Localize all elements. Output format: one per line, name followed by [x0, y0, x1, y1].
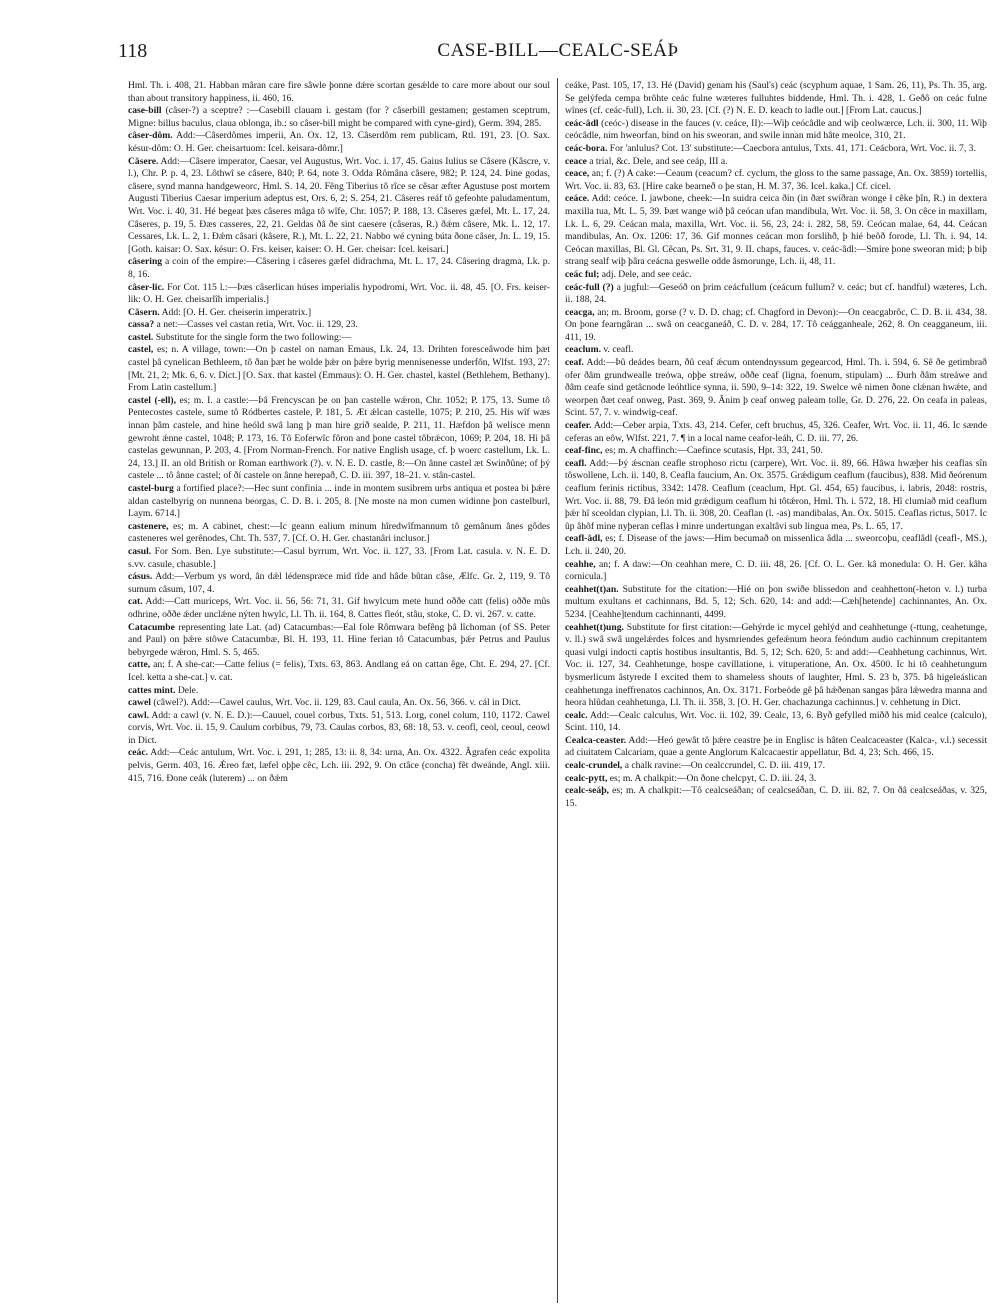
entry-headword: castel,	[128, 344, 154, 356]
entry-headword: ceác-bora.	[565, 142, 608, 154]
entry-text: an; f. A she-cat:—Catte felius (= felis), Txts. 63, 863. Andlang eá on cattan êge, Cht. E. 294, 27. [Cf. Icel. ketta a she-cat.] v. cat.	[128, 659, 550, 683]
entry-headword: cealc-seáþ,	[565, 785, 609, 797]
entry-text: es; m. A chalkpit:—Tô cealcseáðan; of cealcseáðan, C. D. iii. 82, 7. On ðâ cealcseáðas, v. 325, 15.	[565, 785, 987, 809]
entry-text: es; m. A chalkpit:—On ðone chelcpyt, C. D. iii. 24, 3.	[609, 772, 817, 784]
dictionary-entry	[565, 344, 987, 357]
dictionary-entry	[565, 622, 987, 710]
entry-text: For Som. Ben. Lye substitute:—Casul byrrum, Wrt. Voc. ii. 127, 33. [From Lat. casula. v. N. E. D. s.vv. casule, chasuble.]	[128, 545, 550, 570]
entry-text: a trial, &c. Dele, and see ceáp, III a.	[589, 155, 728, 167]
entry-text: Add:—Verbum ys word, ân dǽl lédenspræce mid tîde and hâde bûtan câse, Ælfc. Gr. 2, 119, 9. Tô sumum câsum, 107, 4.	[128, 571, 550, 595]
dictionary-entry	[565, 760, 987, 773]
entry-text: Hml. Th. i. 408, 21. Habban mâran care fire sâwle þonne dǽre scortan gesǽlde to care more about our soul than about transitory happiness, ii. 460, 16.	[128, 80, 550, 104]
dictionary-entry	[128, 130, 550, 155]
entry-text: Substitute for first citation:—Gehýrde ic mycel gehlýd and ceahhetunge (-ttung, ceahetunge, v. ll.) swâ swâ ungelǽrdes folces and hysmriendes gefeǽnum heora feóndum audio cachinnum crepitantem quasi vulgi indocti captis hostibus insultantis, Bd. 5, 12; Sch. 620, 5: and add:—Ceahhetung cachinnus, Wrt. Voc. ii. 127, 34. Ceahhetunge, hospe cavillatione, i. vituperatione, An. Ox. 4500. Ic hi tô ceahhetungum bysmerlicum âstyrede I excited them to shameless shouts of laughter, Hml. S. 23 b, 375. Þâ higeleáslican ceahhetunga ineffrenatos cachinnos, An. Ox. 3171. Forbeóde gê þâ hǽðenan sangas þâra lǽwedra manna and heora hlûdan ceahhetunga, Ll. Th. ii. 358, 3. [O. H. Ger. chachazunga cachinnus.] v. cehhetung in Dict.	[565, 621, 987, 709]
entry-headword: castel-burg	[128, 483, 174, 494]
entry-headword: câsering	[128, 256, 163, 268]
dictionary-entry	[565, 420, 987, 445]
dictionary-entry	[128, 105, 550, 130]
entry-headword: ceace	[565, 155, 587, 167]
entry-text: (ceóc-) disease in the fauces (v. ceáce, II):—Wiþ ceócâdle and wiþ ceolwærce, Lch. ii. 300, 11. Wiþ ceócâdle, nim hweorfan, bind on his sweoran, and swile innan mid hâte meolce, 310, 21.	[565, 117, 987, 142]
entry-headword: ceác-full (?)	[565, 281, 614, 293]
dictionary-entry	[565, 785, 987, 810]
dictionary-entry	[565, 584, 987, 622]
entry-headword: cásus.	[128, 571, 153, 583]
entry-headword: ceafl-âdl,	[565, 533, 603, 545]
entry-text: Add:—Ceber arpia, Txts. 43, 214. Cefer, ceft bruchus, 45, 326. Ceafer, Wrt. Voc. ii. 11, 46. Ic sænde ceferas an eôw, Wlfst. 221, 7. ¶ in a local name ceafor-leáh, C. D. iii. 77, 26.	[565, 420, 987, 444]
entry-text: Add:—Câserdômes imperii, An. Ox. 12, 13. Câserdôm rem publicam, Rtl. 191, 23. [O. Sax. késur-dôm: O. H. Ger. cheisartuom: Icel. keisara-dômr.]	[128, 130, 550, 154]
entry-text: Add:—Ceác antulum, Wrt. Voc. i. 291, 1; 285, 13: ii. 8, 34: urna, An. Ox. 4322. Âgrafen ceác expolita pelvis, Germ. 403, 16. Ǽreo fæt, læfel oþþe cêc, Lch. iii. 292, 9. On ctâce (concha) fêt dweánde, Angl. xiii. 415, 716. Ðone ceák (luterem) ... on ðǽm	[128, 747, 550, 784]
entry-headword: cealc-crundel,	[565, 760, 623, 772]
entry-headword: ceác.	[128, 747, 148, 759]
entry-text: For 'anlulus? Cot. 13' substitute:—Caecbora antulus, Txts. 41, 171. Ceácbora, Wrt. Voc. ii. 7, 3.	[609, 142, 976, 154]
entry-headword: cawl.	[128, 709, 150, 721]
entry-headword: ceáce.	[565, 193, 590, 205]
entry-text: For Cot. 115 l.:—Þæs câserlican húses imperialis hypodromi, Wrt. Voc. ii. 48, 45. [O. Frs. keiser-lik: O. H. Ger. cheisarlîh imperialis.]	[128, 281, 550, 306]
entry-headword: casul.	[128, 545, 152, 557]
entry-text: Add:—Heó gewât tô þǽre ceastre þe in Englisc is hâten Cealcaceaster (Kalca-, v.l.) secessit ad ciuitatem Calcariam, quae a gente Anglorum Kalcacaestir appellatur, Bd. 4, 23; Sch. 466, 15.	[565, 734, 987, 759]
entry-headword: cawel	[128, 697, 151, 709]
entry-text: Substitute for the citation:—Hié on þon swiðe blissedon and ceahhetton(-heton v. l.) turba multum exultans et cachinnans, Bd. 5, 12; Sch. 620, 14: and add:—Cæh[hetende] cachinnantes, An. Ox. 5234. [Ceahhe]tendum cachinnanti, 4499.	[565, 583, 987, 620]
dictionary-entry	[128, 156, 550, 257]
entry-text: (câser-?) a sceptre? :—Casebill clauam i. gestam (for ? câserbill gestamen; gestamen sceptrum, Migne: billus baculus, claua oblonga, ib.: so câser-bill might be compared with cyne-gird), Germ. 394, 285.	[128, 105, 550, 129]
column-divider	[557, 78, 558, 1303]
entry-headword: câser-lic.	[128, 281, 165, 293]
dictionary-entry	[565, 193, 987, 269]
entry-text: a coin of the empire:—Câsering i câseres gæfel didrachma, Mt. L. 17, 24. Câsering dragma, Lk. p. 8, 16.	[128, 256, 550, 280]
entry-headword: cattes mint.	[128, 684, 176, 696]
entry-headword: ceahhe,	[565, 558, 596, 570]
page-number: 118	[118, 40, 148, 62]
entry-headword: Catacumbe	[128, 621, 175, 633]
entry-text: Substitute for the single form the two following:—	[155, 331, 352, 343]
entry-text: ceáke, Past. 105, 17, 13. Hé (David) genam his (Saul's) ceác (scyphum aquae, 1 Sam. 26, 11), Ps. Th. 35, arg. Se gelýfeda cempa brôhte ceác fulne wæteres fulluhtes biddende, Hml. Th. i. 428, 1. Geðô on ceác fulne wînes (cf. ceác-full), Lch. ii. 30, 23. [Cf. (?) N. E. D. keach to ladle out.] [From Lat. caucus.]	[565, 80, 987, 117]
entry-headword: ceahhet(t)an.	[565, 583, 619, 595]
entry-text: a jugful:—Geseóð on þrim ceácfullum (ceácum fullum? v. ceác; but cf. handful) wæteres, Lch. ii. 188, 24.	[565, 281, 987, 306]
entry-text: Dele.	[177, 684, 199, 696]
entry-headword: catte,	[128, 659, 151, 671]
dictionary-entry	[128, 483, 550, 521]
dictionary-entry	[565, 357, 987, 420]
dictionary-entry	[128, 622, 550, 660]
entry-headword: ceace,	[565, 168, 590, 180]
dictionary-entry	[128, 80, 550, 105]
right-column	[565, 80, 987, 1305]
entry-text: Add:—Câsere imperator, Caesar, vel Augustus, Wrt. Voc. i. 17, 45. Gaius Iulius se Câsere (Kâscre, v. l.), Chr. P. p. 4, 23. Lôthwî se câsere, 840; P. 64, note 3. Odda Rômâna câsere, 982; P. 124, 24. Þine godas, câsere, synd manna handgeweorc, Hml. S. 14, 20. Fêng Tiberius tô rîce se cêsar æfter Agustuse post mortem Augusti Tiberius Caesar imperium adeptus est, Ors. 6, 2; S. 254, 21. Câseres reáf tô gefeohte paludamentum, Wrt. Voc. i. 40, 31. Hé begeat þæs câseres mâga tô wîfe, Chr. 1057; P. 188, 13. Câseres gæfel, Mt. L. 17, 24. Câseres, p. 19, 5. Ðæs casseres, 22, 21. Geldas ðâ ðe sint caesere (câseras, R.) ðǽm câsere, Mk. L. 12, 17. Cessares, Lk. L. 2, 1. Ðǽm câsari (kâsere, R.), Mt. L. 22, 21. Nabbo wé cyning búta ðone câser, Jn. L. 19, 15. [Goth. kaisar: O. Sax. késur: O. Frs. keiser, kaiser: O. H. Ger. cheisar: Icel. keisari.]	[128, 155, 550, 255]
entry-text: a chalk ravine:—On cealccrundel, C. D. iii. 419, 17.	[624, 760, 826, 772]
dictionary-entry	[565, 710, 987, 735]
entry-text: an; m. Broom, gorse (? v. D. D. chag; cf. Chagford in Devon):—On ceacgabrôc, C. D. B. ii. 434, 38. On þone fearngâran ... swâ on ceacganeáð, C. D. v. 284, 17. Tô ceágganheale, 262, 8. On ceagganeum, iii. 411, 19.	[565, 306, 987, 343]
entry-text: a fortified place?:—Hec sunt confinia ... inde in montem susibrem urbs antiqua et postea bi þǽre aldan castelbyrig on nunnena beorgas, C. D. B. i. 205, 8. [Ne moste na mon cumen widinne þon castelburl, Laym. 6714.]	[128, 483, 550, 520]
dictionary-entry	[565, 307, 987, 345]
entry-headword: castel (-ell),	[128, 394, 177, 406]
dictionary-entry	[128, 282, 550, 307]
entry-headword: câser-dôm.	[128, 130, 173, 142]
dictionary-entry	[128, 697, 550, 710]
dictionary-entry	[565, 533, 987, 558]
dictionary-entry	[565, 445, 987, 458]
entry-text: an; f. A daw:—On ceahhan mere, C. D. iii. 48, 26. [Cf. O. L. Ger. kâ monedula: O. H. Ger. kâha cornicula.]	[565, 558, 987, 583]
dictionary-entry	[565, 80, 987, 118]
dictionary-entry	[128, 344, 550, 394]
dictionary-entry	[128, 319, 550, 332]
left-column	[128, 80, 550, 1305]
entry-headword: castel.	[128, 331, 154, 343]
entry-text: Add:—Catt muriceps, Wrt. Voc. ii. 56, 56: 71, 31. Gif hwylcum mete hund oððe catt (felis) oððe mûs odhrine, oððe ǽder unclǽne nýten hwylc, Ll. Th. ii. 164, 8. Cattes fleót, stâu, stoke, C. D. vi. 267. v. catte.	[128, 596, 550, 620]
dictionary-entry	[128, 571, 550, 596]
entry-text: v. ceafl.	[603, 344, 634, 356]
entry-headword: ceahhet(t)ung.	[565, 621, 624, 633]
entry-text: an; f. (?) A cake:—Ceaum (ceacum? cf. cyclum, the gloss to the same passage, An. Ox. 3859) tortellis, Wrt. Voc. ii. 83, 63. [Hire cake bearneð o þe stan, H. M. 37, 36. Icel. kaka.] Cf. cicel.	[565, 168, 987, 192]
entry-text: Add:—Þý ǽscnan ceafle strophoso rictu (carpere), Wrt. Voc. ii. 89, 66. Hâwa hwæþer his ceaflas sîn tôswollene, Lch. ii. 140, 8. Ceafla faucium, An. Ox. 3575. Grǽdigum ceaflum (faucibus), 838. Mid ðeórenum ceaflum ferinis rictibus, 3342: 1478. Ceaflum (ceaclum, Hpt. Gl. 454, 65) faucibus, i. labris, 2048: rostris, Wrt. Voc. ii. 88, 79. Ðâ león mid grǽdigum ceaflum hi tôtǽron, Hml. Th. i. 572, 18. Hî clumiað mid ceaflum þǽr hî sceoldan clypian, Ll. Th. ii. 308, 20. Ceaflan (l. -as) mandibalas, An. Ox. 5015. Ceaflas rictus, 5017. Ic ûp âhôf mine nyþeran ceflas ł minre undertungan exaltâvi sub lingua mea, Ps. L. 65, 17.	[565, 457, 987, 532]
dictionary-entry	[128, 256, 550, 281]
dictionary-entry	[128, 546, 550, 571]
entry-headword: ceác-âdl	[565, 117, 599, 129]
entry-headword: Câsere.	[128, 155, 159, 167]
entry-headword: ceaf-finc,	[565, 445, 603, 457]
dictionary-entry	[128, 395, 550, 483]
dictionary-entry	[565, 458, 987, 534]
dictionary-entry	[565, 118, 987, 143]
dictionary-entry	[565, 559, 987, 584]
dictionary-entry	[565, 735, 987, 760]
entry-headword: ceaclum.	[565, 344, 601, 356]
dictionary-entry	[128, 596, 550, 621]
entry-headword: ceaf.	[565, 357, 584, 369]
entry-text: es; n. A village, town:—On þ castel on naman Emaus, Lk. 24, 13. Drihten foresceâwode him þæt castel þâ cynelican Bethleem, tô ðan þæt he wolde þǽr on þǽre byrig mennisenesse underfôn, Wlfst. 193, 27: [Mt. 21, 2; Mk. 6, 6. v. Dict.] [O. Sax. that kastel (Emmaus): O. H. Ger. chastel, kastel (Bethlehem, Bethany). From Latin castellum.]	[128, 344, 550, 394]
entry-text: Add: a cawl (v. N. E. D.):—Cauuel, couel corbus, Txts. 51, 513. Lorg, conel colum, 110, 1172. Cawel corvis, Wrt. Voc. ii. 15, 9. Caulum corbibus, 79, 73. Caulas corbos, 83, 68: 18, 53. v. ceofl, ceol, ceoul, ceowl in Dict.	[128, 709, 550, 746]
entry-headword: cassa?	[128, 319, 155, 331]
entry-text: Add: ceóce. I. jawbone, cheek:—In suidra ceica ðín (in ðæt swíðran wonge ł cêke þîn, R.) in dextera maxilla tua, Mt. L. 5, 39. Þæt wange wið þâ ceócan ufan mandibula, Wrt. Voc. ii. 58, 3. On cêce in maxillam, Lk. L. 6, 29. Ceácan mala, maxilla, Wrt. Voc. ii. 56, 23, 24: i. 282, 58, 59. Ceócan malae, 64, 44. Ceácan mandibulas, An. Ox. 1206: 17, 36. Gif monnes ceácan mon forslihð, þ hié beôð forode, Ll. Th. i. 94, 14. Ceócan maxillas, Bl. Gl. Cêcan, Ps. Srt. 31, 9. II. chaps, fauces. v. ceác-âdl:—Smire þone sweoran mid; þ biþ strang sealf wiþ þâra ceácna geswelle odde âsmorunge, Lch. ii, 48, 11.	[565, 193, 987, 268]
entry-headword: Câsern.	[128, 306, 160, 318]
entry-text: Add:—Þû deádes bearn, ðû ceaf ǽcum ontendnyssum gegearcod, Hml. Th. i. 594, 6. Sê ðe getimbrað ofer ðâm grundwealle treówa, oþþe streáw, oððe ceaf (ligna, foenum, stipulam) ... Ðurh ðâm streáwe and ðâm ceafe sind getâcnode leóhtlice synna, ii. 590, 9–14: 322, 19. Swelce wê nimen ðone clǽnan hwǽte, and weorpen ðæt ceaf onweg, Past. 369, 9. Ânim þ ceaf onweg paleam tolle, Gr. D. 276, 22. On ceafa in paleas, Scint. 57, 7. v. windwig-ceaf.	[565, 357, 987, 419]
dictionary-entry	[565, 269, 987, 282]
entry-headword: cealc-pytt,	[565, 772, 608, 784]
entry-headword: ceafer.	[565, 420, 592, 432]
dictionary-entry	[128, 747, 550, 785]
entry-headword: cealc.	[565, 709, 588, 721]
running-head: CASE-BILL—CEALC-SEÁÞ	[437, 40, 679, 61]
entry-headword: cat.	[128, 596, 143, 608]
entry-text: adj. Dele, and see ceác.	[601, 268, 692, 280]
dictionary-entry	[128, 685, 550, 698]
entry-text: es; m. A chaffinch:—Caefince scutasis, Hpt. 33, 241, 50.	[604, 445, 823, 457]
entry-text: Add: [O. H. Ger. cheiserin imperatrix.]	[161, 306, 312, 318]
entry-text: (câwel?). Add:—Cawel caulus, Wrt. Voc. ii. 129, 83. Caul caula, An. Ox. 56, 366. v. cál in Dict.	[153, 697, 521, 709]
dictionary-entry	[128, 307, 550, 320]
entry-headword: Cealca-ceaster.	[565, 734, 627, 746]
dictionary-entry	[128, 710, 550, 748]
entry-headword: ceác ful;	[565, 268, 600, 280]
entry-text: es; f. Disease of the jaws:—Him becumað on missenlica âdla ... sweorcoþu, ceaflâdl (ceafl-, MS.), Lch. ii. 240, 20.	[565, 533, 987, 557]
dictionary-entry	[565, 773, 987, 786]
entry-headword: case-bill	[128, 105, 162, 117]
entry-text: es; m. A cabinet, chest:—Ic geann ealium minum hîredwîfmannum tô gemânum ânes gôdes casteneres wel gerênodes, Cht. Th. 537, 7. [Cf. O. H. Ger. chastanâri inclusor.]	[128, 520, 550, 545]
entry-text: Add:—Cealc calculus, Wrt. Voc. ii. 102, 39. Cealc, 13, 6. Byð gefylled miðð his mid cealce (calculo), Scint. 110, 14.	[565, 709, 987, 734]
dictionary-entry	[565, 282, 987, 307]
dictionary-entry	[128, 659, 550, 684]
entry-text: a net:—Casses vel castan retia, Wrt. Voc. ii. 129, 23.	[156, 319, 358, 331]
entry-text: es; m. I. a castle:—Þâ Frencyscan þe on þan castelle wǽron, Chr. 1052; P. 175, 13. Sume tô Pentecostes castele, sume tô Ródbertes castele, P. 181, 5. Æt ǽlcan castelle, 1075; P. 210, 25. His wîf wæs innan þâm castele, and hine heóld swâ lang þ man hire grið sealde, P. 211, 11. Hæfdon þâ welisce menn gewroht ǽnne castel, 1048; P. 173, 16. Tô Eoferwîc fôron and þone castel tôbrǽcon, 1069; P. 204, 18. Hi þâ castelas gewunnan, P. 203, 4. [From Norman-French. For native English usage, cf. þ woerc castellum, Lk. L. 24, 13.] II. an old British or Roman earthwork (?). v. N. E. D. castle, 8:—On ânne castel æt Swinðûne; of þý castele ... tô ânne castel; of ðí castele on ânne herepað, C. D. iii. 397, 18–21. v. stân-castel.	[128, 394, 550, 482]
dictionary-entry	[128, 521, 550, 546]
entry-text: representing late Lat. (ad) Catacumbas:—Eal fole Rômwara befêng þâ lîchoman (of SS. Peter and Paul) on þǽre stôwe Catacumbæ, Bl. H. 193, 11. Hine ferian tô Catacumbas, þǽr Petrus and Paulus bebyrgede wǽron, Hml. S. 5, 465.	[128, 621, 550, 658]
dictionary-entry	[128, 332, 550, 345]
entry-headword: castenere,	[128, 520, 169, 532]
page-header	[118, 38, 998, 68]
entry-headword: ceacga,	[565, 306, 595, 318]
dictionary-entry	[565, 168, 987, 193]
dictionary-entry	[565, 156, 987, 169]
entry-headword: ceafl.	[565, 457, 587, 469]
dictionary-entry	[565, 143, 987, 156]
